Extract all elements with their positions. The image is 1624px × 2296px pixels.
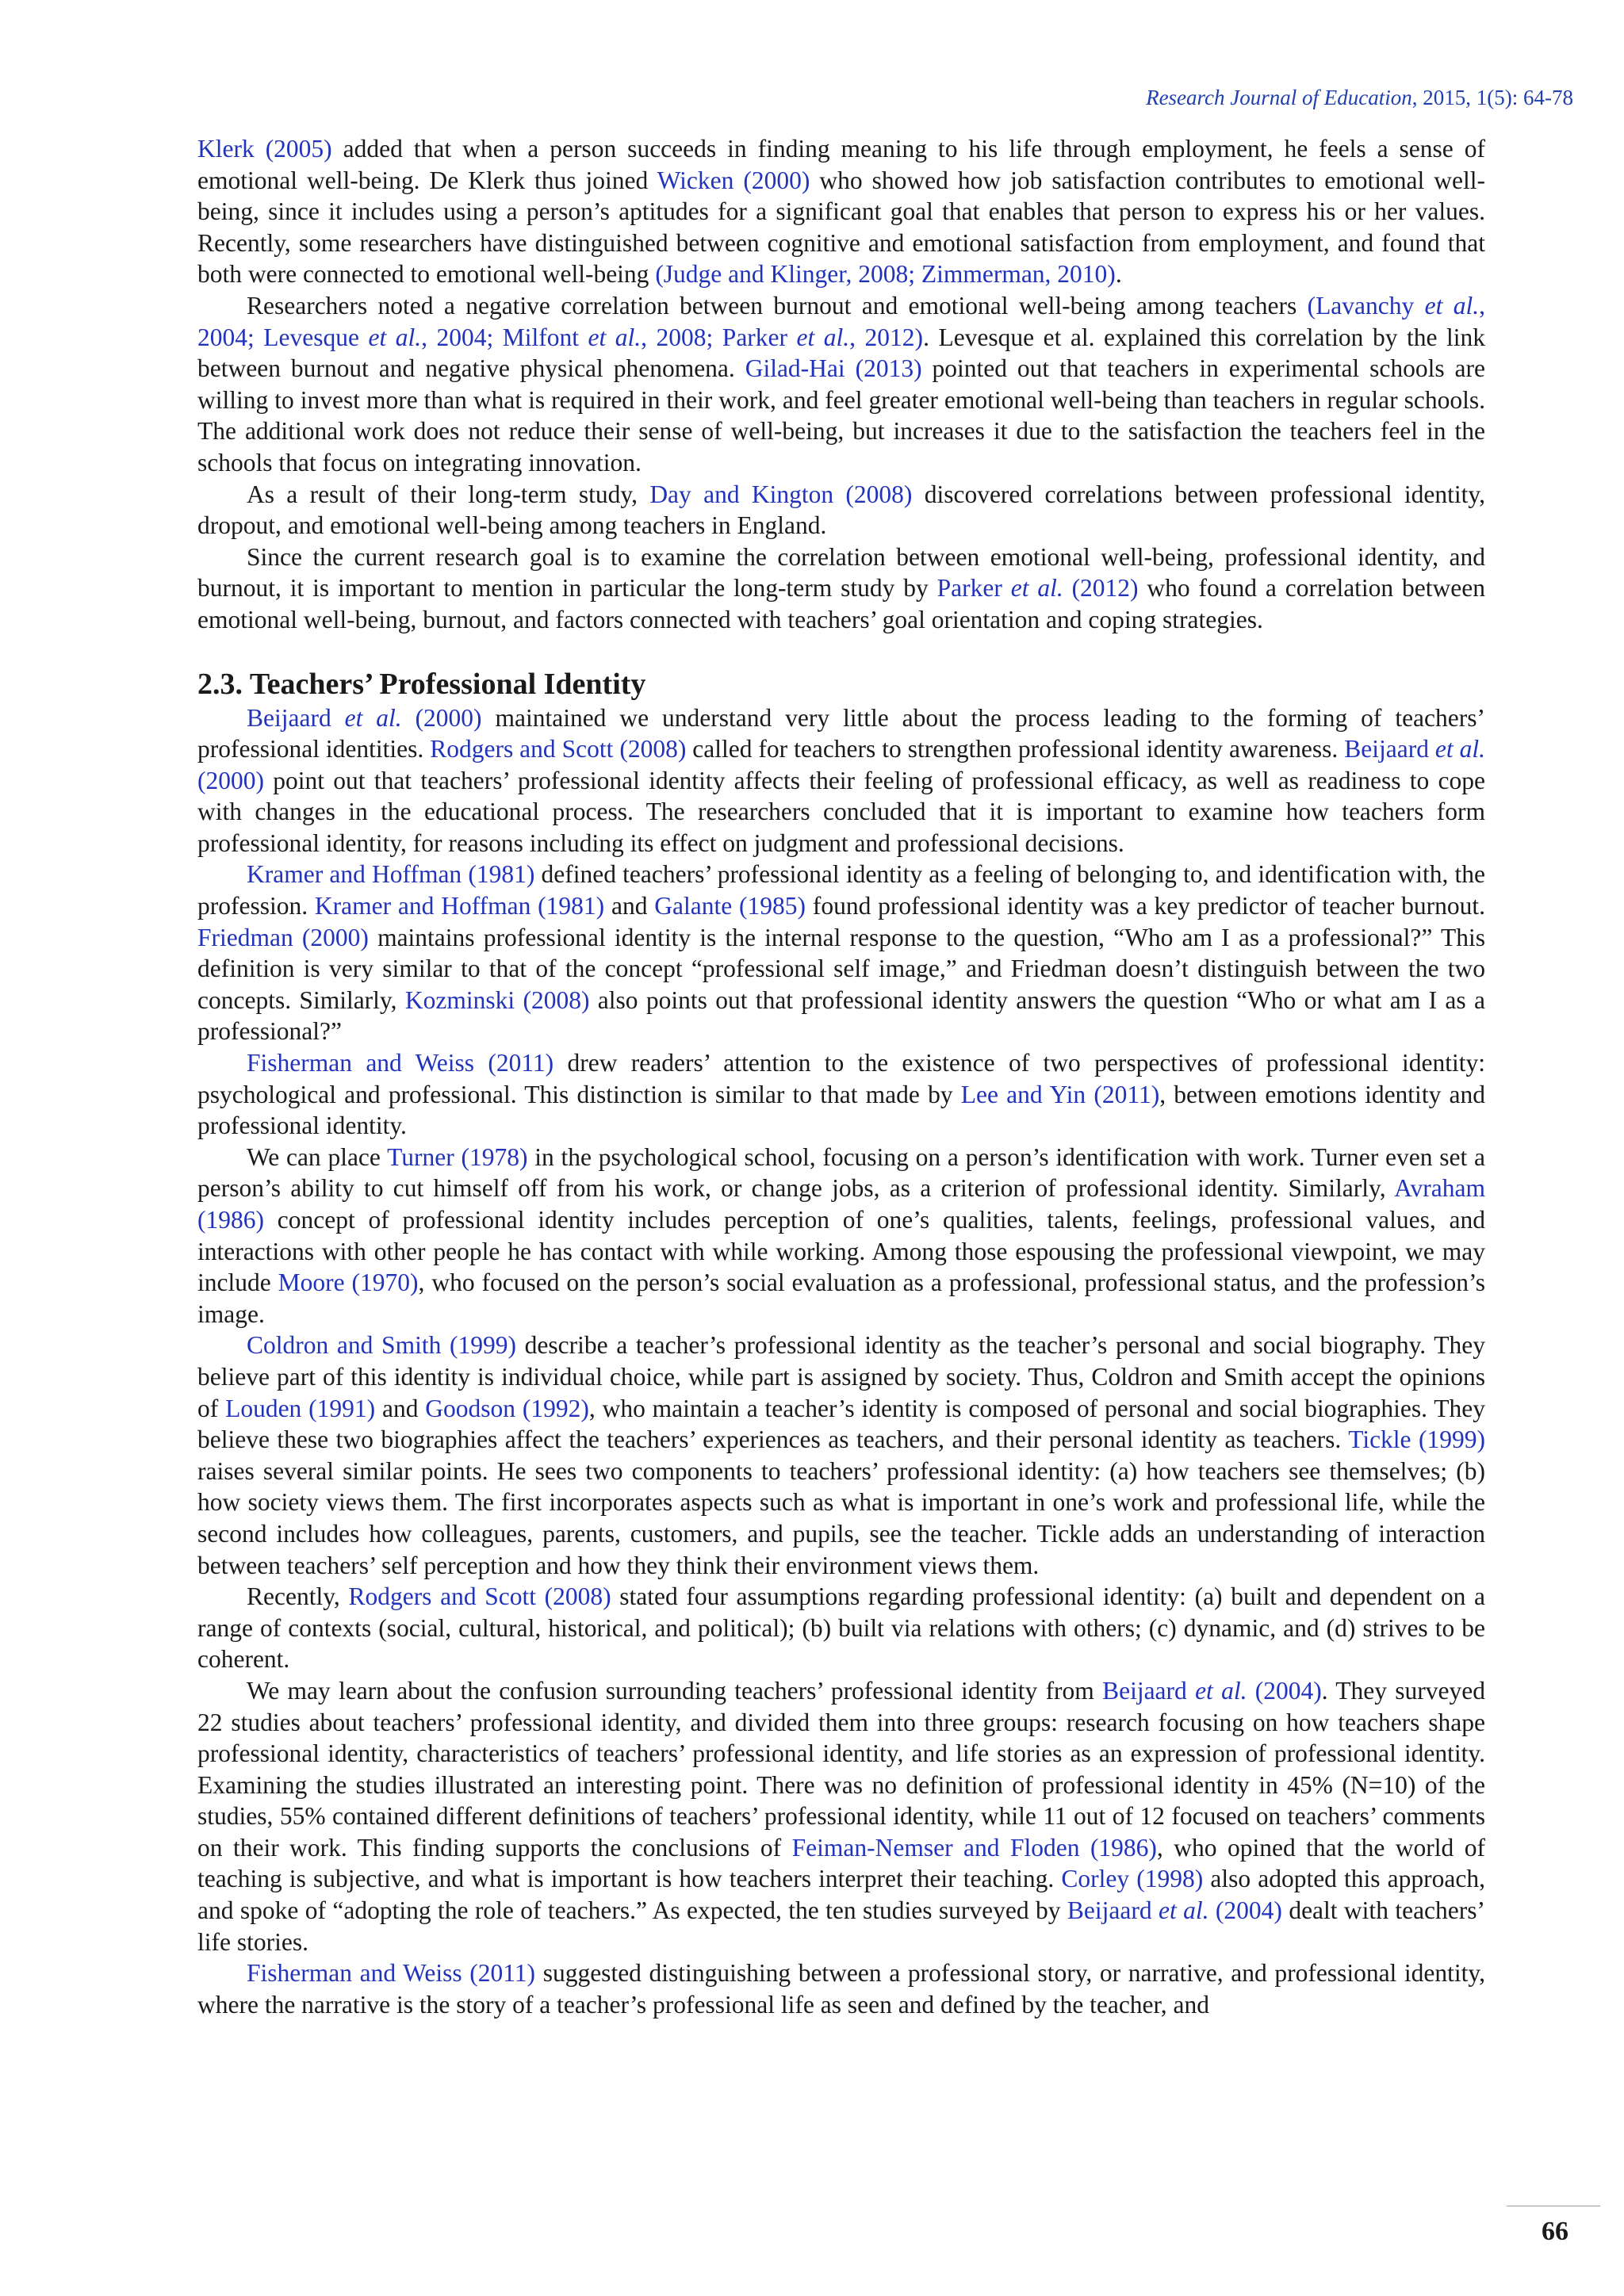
citation-link[interactable]: Moore (1970) [278,1269,419,1297]
citation-link[interactable]: Kramer and Hoffman (1981) [314,892,605,920]
citation-link[interactable]: Kramer and Hoffman (1981) [247,860,535,889]
paragraph: Coldron and Smith (1999) describe a teacher’s professional identity as the teacher’s personal and social biography. They believe part of this identity is individual choice, while part is assigned by society. Thus, Coldron and Smith accept the opinions of Louden (1991) and Goodson (1992), who maintain a teacher’s identity is composed of personal and social biographies. They believe these two biographies affect the teachers’ experiences as teachers, and their personal identity as teachers. Tickle (1999) raises several similar points. He sees two components to teachers’ professional identity: (a) how teachers see themselves; (b) how society views them. The first incorporates aspects such as what is important in one’s work and professional life, while the second includes how colleagues, parents, customers, and pupils, see the teacher. Tickle adds an understanding of interaction between teachers’ self perception and how they think their environment views them. [197,1331,1485,1579]
citation-link[interactable]: (Judge and Klinger, 2008; Zimmerman, 2010) [655,260,1116,289]
citation-link[interactable]: Corley (1998) [1061,1865,1204,1893]
citation-link[interactable]: Klerk (2005) [197,135,332,163]
journal-issue: , 2015, 1(5): 64-78 [1411,86,1573,109]
citation-link[interactable]: Avraham (1986) [197,1174,1485,1234]
citation-link[interactable]: Coldron and Smith (1999) [247,1331,516,1360]
paragraph: We may learn about the confusion surrounding teachers’ professional identity from Beijaard et al. (2004). They surveyed 22 studies about teachers’ professional identity, and divided them into three groups: research focusing on how teachers shape professional identity, characteristics of teachers’ professional identity, and life stories as an expression of professional identity. Examining the studies illustrated an interesting point. There was no definition of professional identity in 45% (N=10) of the studies, 55% contained different definitions of teachers’ professional identity, while 11 out of 12 focused on teachers’ comments on their work. This finding supports the conclusions of Feiman-Nemser and Floden (1986), who opined that the world of teaching is subjective, and what is important is how teachers interpret their teaching. Corley (1998) also adopted this approach, and spoke of “adopting the role of teachers.” As expected, the ten studies surveyed by Beijaard et al. (2004) dealt with teachers’ life stories. [197,1676,1486,1956]
article-body [197,133,1485,2020]
paragraph: Beijaard et al. (2000) maintained we understand very little about the process leading to the forming of teachers’ professional identities. Rodgers and Scott (2008) called for teachers to strengthen professional identity awareness. Beijaard et al. (2000) point out that teachers’ professional identity affects their feeling of professional efficacy, as well as readiness to cope with changes in the educational process. The researchers concluded that it is important to examine how teachers form professional identity, for reasons including its effect on judgment and professional decisions. [197,703,1485,857]
citation-link[interactable]: Tickle (1999) [1348,1425,1485,1454]
citation-link[interactable]: Friedman (2000) [197,923,369,951]
paragraph: Since the current research goal is to examine the correlation between emotional well-being, professional identity, and burnout, it is important to mention in particular the long-term study by Parker et al. (2012) who found a correlation between emotional well-being, burnout, and factors connected with teachers’ goal orientation and coping strategies. [197,542,1485,633]
paragraph: Fisherman and Weiss (2011) drew readers’ attention to the existence of two perspectives of professional identity: psychological and professional. This distinction is similar to that made by Lee and Yin (2011), between emotions identity and professional identity. [197,1049,1485,1140]
citation-link[interactable]: Parker et al. (2012) [936,574,1139,603]
citation-link[interactable]: Rodgers and Scott (2008) [348,1582,611,1611]
page-number: 66 [1542,2217,1568,2246]
paragraph: Fisherman and Weiss (2011) suggested distinguishing between a professional story, or narrative, and professional identity, where the narrative is the story of a teacher’s professional life as seen and defined by the teacher, and [197,1959,1485,2019]
citation-link[interactable]: Beijaard et al. (2004) [1067,1896,1282,1925]
citation-link[interactable]: Galante (1985) [654,892,806,920]
section-heading: 2.3. Teachers’ Professional Identity [197,667,646,701]
citation-link[interactable]: Beijaard et al. (2004) [1102,1676,1322,1705]
paragraph: As a result of their long-term study, Day and Kington (2008) discovered correlations between professional identity, dropout, and emotional well-being among teachers in England. [197,480,1485,540]
citation-link[interactable]: Day and Kington (2008) [649,480,913,508]
citation-link[interactable]: Goodson (1992) [425,1394,589,1422]
citation-link[interactable]: Rodgers and Scott (2008) [430,735,687,763]
citation-link[interactable]: Fisherman and Weiss (2011) [247,1049,554,1077]
citation-link[interactable]: Feiman-Nemser and Floden (1986) [791,1833,1157,1862]
citation-link[interactable]: (Lavanchy et al., 2004; Levesque et al., 2004; Milfont et al., 2008; Parker et al., 2012) [197,291,1485,351]
paragraph: Klerk (2005) added that when a person succeeds in finding meaning to his life through employment, he feels a sense of emotional well-being. De Klerk thus joined Wicken (2000) who showed how job satisfaction contributes to emotional well-being, since it includes using a person’s aptitudes for a significant goal that enables that person to express his or her values. Recently, some researchers have distinguished between cognitive and emotional satisfaction from employment, and found that both were connected to emotional well-being (Judge and Klinger, 2008; Zimmerman, 2010). [197,135,1485,289]
citation-link[interactable]: Wicken (2000) [657,166,810,194]
paragraph: Recently, Rodgers and Scott (2008) stated four assumptions regarding professional identity: (a) built and dependent on a range of contexts (social, cultural, historical, and political); (b) built via relations with others; (c) dynamic, and (d) strives to be coherent. [197,1582,1485,1674]
paragraph: Kramer and Hoffman (1981) defined teachers’ professional identity as a feeling of belonging to, and identification with, the profession. Kramer and Hoffman (1981) and Galante (1985) found professional identity was a key predictor of teacher burnout. Friedman (2000) maintains professional identity is the internal response to the question, “Who am I as a professional?” This definition is very similar to that of the concept “professional self image,” and Friedman doesn’t distinguish between the two concepts. Similarly, Kozminski (2008) also points out that professional identity answers the question “Who or what am I as a professional?” [197,860,1486,1046]
journal-name: Research Journal of Education [1146,86,1412,109]
citation-link[interactable]: Louden (1991) [225,1394,376,1422]
paragraph: Researchers noted a negative correlation between burnout and emotional well-being among teachers (Lavanchy et al., 2004; Levesque et al., 2004; Milfont et al., 2008; Parker et al., 2012). Levesque et al. explained this correlation by the link between burnout and negative physical phenomena. Gilad-Hai (2013) pointed out that teachers in experimental schools are willing to invest more than what is required in their work, and feel greater emotional well-being than teachers in regular schools. The additional work does not reduce their sense of well-being, but increases it due to the satisfaction the teachers feel in the schools that focus on integrating innovation. [197,291,1485,476]
citation-link[interactable]: Fisherman and Weiss (2011) [247,1959,536,1988]
citation-link[interactable]: Beijaard et al. (2000) [197,735,1485,794]
paragraph: We can place Turner (1978) in the psychological school, focusing on a person’s identification with work. Turner even set a person’s ability to cut himself off from his work, or change jobs, as a criterion of professional identity. Similarly, Avraham (1986) concept of professional identity includes perception of one’s qualities, talents, feelings, professional values, and interactions with other people he has contact with while working. Among those espousing the professional viewpoint, we may include Moore (1970), who focused on the person’s social evaluation as a professional, professional status, and the profession’s image. [197,1142,1486,1328]
citation-link[interactable]: Turner (1978) [387,1142,528,1171]
citation-link[interactable]: Lee and Yin (2011) [960,1080,1160,1108]
citation-link[interactable]: Gilad-Hai (2013) [745,354,922,383]
citation-link[interactable]: Kozminski (2008) [404,985,590,1014]
citation-link[interactable]: Beijaard et al. (2000) [247,703,482,732]
running-header [1146,86,1573,110]
